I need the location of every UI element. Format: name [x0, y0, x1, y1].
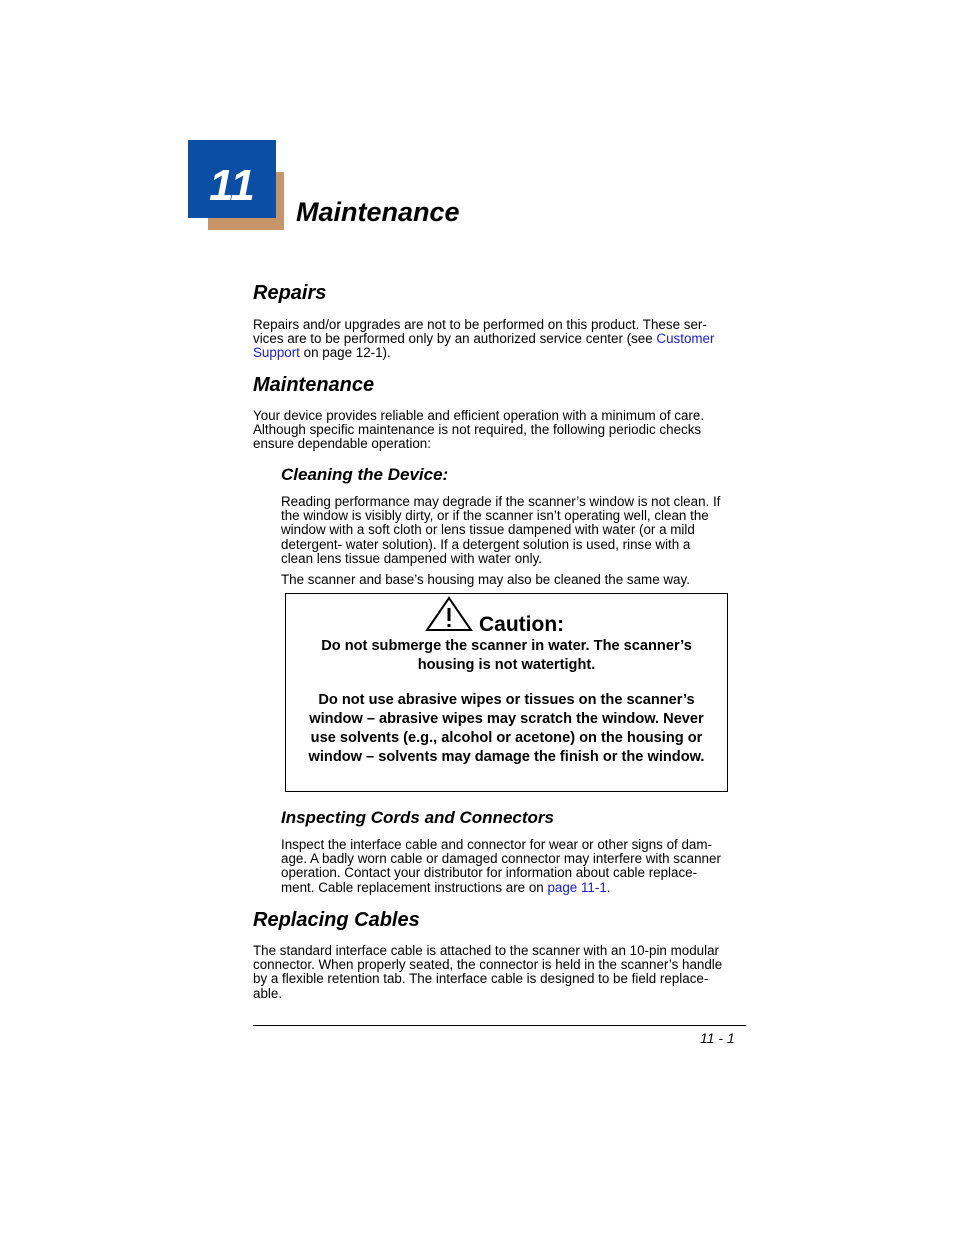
- inspecting-line: [281, 881, 721, 895]
- maintenance-line: Although specific maintenance is not required, the following periodic checks: [253, 422, 702, 438]
- caution-paragraph-1: [286, 637, 727, 675]
- repairs-text: on page 12-1).: [299, 345, 391, 361]
- inspecting-heading: Inspecting Cords and Connectors: [281, 808, 554, 827]
- chapter-title: Maintenance: [296, 197, 460, 227]
- cleaning-line: clean lens tissue dampened with water only.: [281, 550, 543, 566]
- cleaning-heading: Cleaning the Device:: [281, 465, 449, 484]
- cleaning-line: detergent- water solution). If a detergent solution is used, rinse with a: [281, 536, 691, 552]
- cleaning-line: the window is visibly dirty, or if the scanner isn’t operating well, clean the: [281, 508, 709, 524]
- maintenance-paragraph: [253, 409, 704, 452]
- cleaning-line: window with a soft cloth or lens tissue dampened with water (or a mild: [281, 522, 695, 538]
- inspecting-text: .: [606, 879, 611, 895]
- cleaning-line: Reading performance may degrade if the scanner’s window is not clean. If: [281, 494, 721, 509]
- repairs-line: [253, 346, 714, 360]
- caution-line: Do not use abrasive wipes or tissues on the scanner’s: [318, 692, 695, 708]
- caution-line: housing is not watertight.: [417, 657, 596, 673]
- inspecting-text: ment. Cable replacement instructions are on: [281, 879, 548, 895]
- page-11-1-link[interactable]: page 11-1: [547, 879, 607, 895]
- warning-triangle-icon: [425, 596, 473, 637]
- maintenance-heading: Maintenance: [253, 374, 375, 396]
- caution-header: [425, 601, 564, 637]
- repairs-line: [253, 332, 714, 346]
- maintenance-line: ensure dependable operation:: [253, 436, 431, 452]
- customer-support-link[interactable]: Customer: [656, 331, 715, 347]
- inspecting-line: Inspect the interface cable and connector for wear or other signs of dam-: [281, 837, 712, 852]
- housing-note: The scanner and base’s housing may also be cleaned the same way.: [281, 572, 690, 587]
- inspecting-line: age. A badly worn cable or damaged connector may interfere with scanner: [281, 851, 721, 867]
- customer-support-link[interactable]: Support: [253, 345, 300, 361]
- caution-line: window – solvents may damage the finish or the window.: [308, 749, 705, 765]
- replacing-line: The standard interface cable is attached to the scanner with an 10-pin modular: [253, 943, 719, 958]
- footer-rule: [253, 1025, 746, 1026]
- replacing-heading: Replacing Cables: [253, 909, 420, 931]
- repairs-text: vices are to be performed only by an authorized service center (see: [253, 331, 657, 347]
- caution-line: window – abrasive wipes may scratch the window. Never: [309, 711, 704, 727]
- page-number: 11 - 1: [700, 1030, 735, 1046]
- cleaning-paragraph: [281, 495, 720, 566]
- repairs-heading: Repairs: [253, 282, 327, 304]
- chapter-number: 11: [209, 161, 255, 210]
- replacing-line: connector. When properly seated, the connector is held in the scanner’s handle: [253, 957, 723, 973]
- replacing-paragraph: [253, 944, 722, 1001]
- inspecting-paragraph: [281, 838, 721, 895]
- caution-paragraph-2: [286, 691, 727, 767]
- caution-line: Do not submerge the scanner in water. The scanner’s: [321, 638, 692, 654]
- replacing-line: by a flexible retention tab. The interface cable is designed to be field replace-: [253, 971, 709, 987]
- maintenance-line: Your device provides reliable and efficient operation with a minimum of care.: [253, 408, 705, 423]
- caution-line: use solvents (e.g., alcohol or acetone) on the housing or: [310, 730, 703, 746]
- repairs-paragraph: [253, 318, 714, 361]
- repairs-line: Repairs and/or upgrades are not to be performed on this product. These ser-: [253, 317, 707, 332]
- inspecting-line: operation. Contact your distributor for information about cable replace-: [281, 865, 698, 881]
- replacing-line: able.: [253, 985, 283, 1001]
- caution-label: Caution:: [479, 613, 565, 636]
